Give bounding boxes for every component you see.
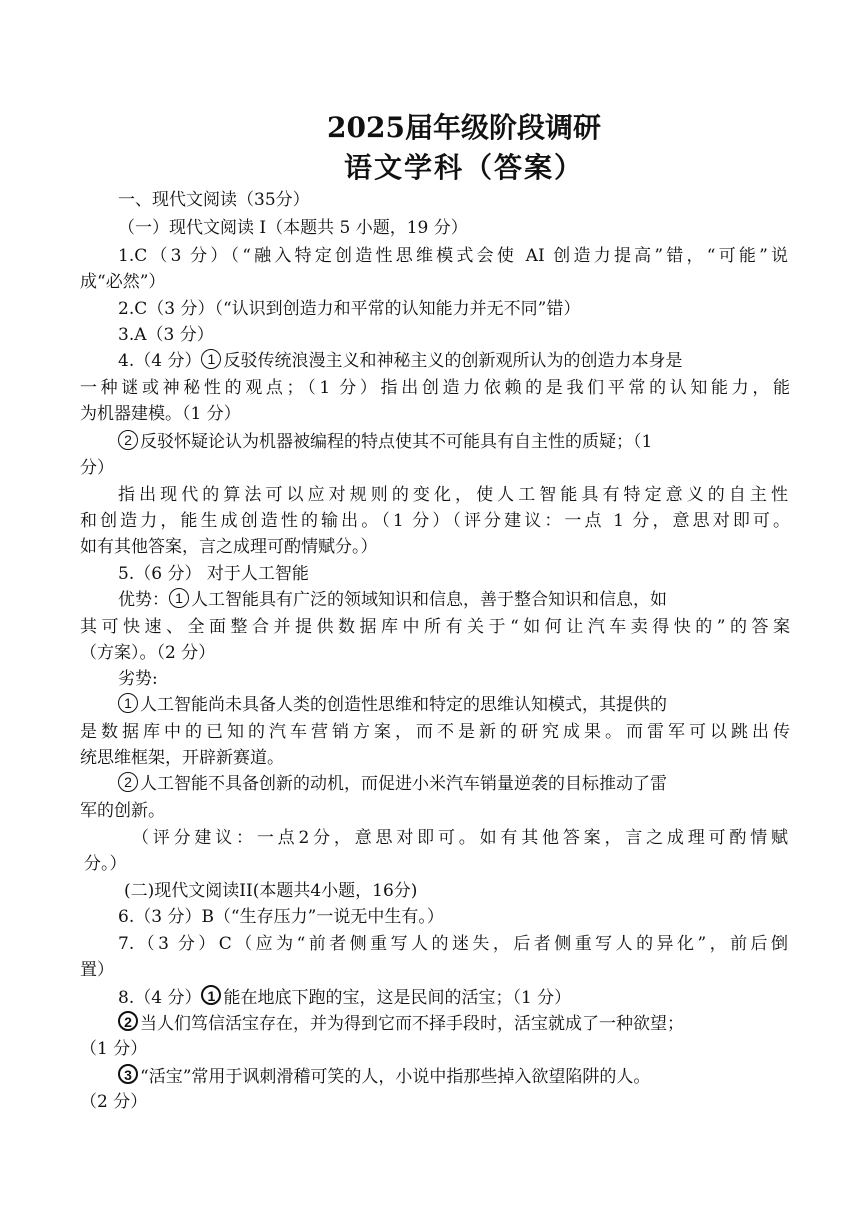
answer-line: 成“必然”）: [80, 272, 166, 292]
answer-line: 是数据库中的已知的汽车营销方案，而不是新的研究成果。而雷军可以跳出传: [80, 722, 790, 742]
answer-line: [118, 985, 788, 1011]
answer-text: 反驳传统浪漫主义和神秘主义的创新观所认为的创造力本身是: [223, 351, 683, 371]
circled-number-3: 3: [118, 1064, 138, 1084]
answer-line: 指出现代的算法可以应对规则的变化，使人工智能具有特定意义的自主性: [118, 485, 788, 505]
answer-line: [118, 588, 788, 614]
answer-text: 当人们笃信活宝存在，并为得到它而不择手段时，活宝就成了一种欲望；: [140, 1014, 684, 1034]
section-heading-reading: 一、现代文阅读（35分）: [118, 190, 310, 210]
advantage-label: 优势：: [118, 590, 169, 610]
circled-number-2: 2: [118, 430, 138, 450]
circled-number-2: 2: [118, 772, 138, 792]
circled-number-2: 2: [118, 1011, 138, 1031]
answer-line: （1 分）: [80, 1039, 148, 1059]
answer-line: 2.C（3 分）（“认识到创造力和平常的认知能力并无不同”错）: [118, 299, 581, 319]
answer-text: “活宝”常用于讽刺滑稽可笑的人，小说中指那些掉入欲望陷阱的人。: [140, 1067, 651, 1087]
answer-line: 分）: [80, 458, 114, 478]
circled-number-1: 1: [201, 349, 221, 369]
answer-line: 置）: [80, 960, 114, 980]
circled-number-1: 1: [169, 588, 189, 608]
answer-line: 一种谜或神秘性的观点；（1 分）指出创造力依赖的是我们平常的认知能力，能: [80, 378, 790, 398]
subsection-heading-reading-1: （一）现代文阅读 I（本题共 5 小题，19 分）: [118, 218, 468, 238]
circled-number-1: 1: [118, 693, 138, 713]
answer-text: 反驳怀疑论认为机器被编程的特点使其不可能具有自主性的质疑；（1: [140, 432, 653, 452]
answer-line: 6.（3 分）B（“生存压力”一说无中生有。）: [118, 907, 444, 927]
answer-number: 8.（4 分）: [118, 988, 202, 1008]
answer-line: 7.（3 分）C（应为“前者侧重写人的迷失，后者侧重写人的异化”，前后倒: [118, 934, 788, 954]
scoring-note: （评分建议：一点2分，意思对即可。如有其他答案，言之成理可酌情赋: [132, 828, 788, 848]
circled-number-1: 1: [201, 985, 221, 1005]
answer-text: 人工智能不具备创新的动机，而促进小米汽车销量逆袭的目标推动了雷: [140, 774, 667, 794]
answer-line: 1.C（3 分）（“融入特定创造性思维模式会使 AI 创造力提高”错，“可能”说: [118, 246, 788, 266]
answer-line: 如有其他答案，言之成理可酌情赋分。）: [80, 537, 378, 557]
answer-line: 3.A（3 分）: [118, 325, 214, 345]
disadvantage-label: 劣势:: [118, 669, 158, 689]
answer-line: [118, 1011, 788, 1037]
answer-line: 5.（6 分） 对于人工智能: [118, 564, 309, 584]
answer-line: [118, 1064, 788, 1090]
answer-line: （2 分）: [80, 1092, 148, 1112]
scoring-note: 分。）: [84, 854, 127, 874]
document-title: 2025届年级阶段调研: [327, 111, 601, 144]
subsection-heading-reading-2: (二)现代文阅读II(本题共4小题，16分): [124, 881, 418, 901]
answer-text: 人工智能具有广泛的领域知识和信息，善于整合知识和信息，如: [191, 590, 667, 610]
answer-line: 其可快速、全面整合并提供数据库中所有关于“如何让汽车卖得快的”的答案: [80, 617, 790, 637]
answer-line: [118, 349, 788, 375]
answer-line: [118, 772, 788, 798]
answer-text: 人工智能尚未具备人类的创造性思维和特定的思维认知模式，其提供的: [140, 695, 667, 715]
answer-line: 和创造力，能生成创造性的输出。（1 分）（评分建议：一点 1 分，意思对即可。: [80, 511, 790, 531]
answer-line: [118, 693, 788, 719]
document-subtitle: 语文学科（答案）: [343, 151, 584, 184]
answer-number: 4.（4 分）: [118, 351, 202, 371]
answer-line: （方案）。（2 分）: [80, 643, 216, 663]
answer-text: 能在地底下跑的宝，这是民间的活宝；（1 分）: [223, 988, 572, 1008]
answer-line: 统思维框架，开辟新赛道。: [80, 748, 284, 768]
answer-line: 为机器建模。（1 分）: [80, 404, 241, 424]
answer-line: [118, 430, 788, 456]
answer-line: 军的创新。: [80, 801, 165, 821]
